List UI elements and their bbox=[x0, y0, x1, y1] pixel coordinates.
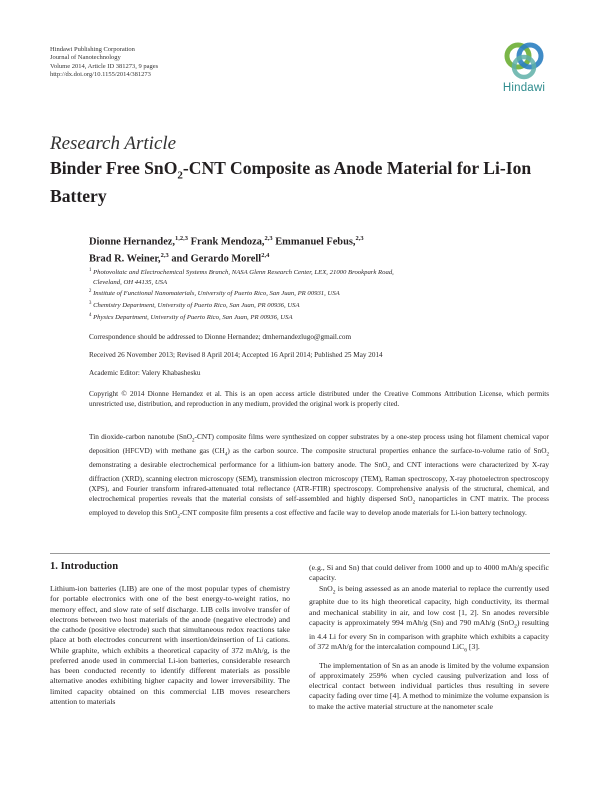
affiliation-number: 4 bbox=[89, 313, 92, 319]
academic-editor: Academic Editor: Valery Khabashesku bbox=[89, 369, 201, 377]
section-heading: 1. Introduction bbox=[50, 561, 119, 572]
author-affil-sup: 1,2,3 bbox=[175, 235, 189, 242]
paragraph-text: is being assessed as an anode material to replace the currently used graphite due to its high theoretical capacity, high conductivity, its thermal and mechanical stability in air, and low cost [1, 2]. Sn anodes reversible capacity is approximately 994 mAh/g (Sn) and 790 mAh/g (SnO bbox=[309, 583, 549, 627]
subscript: 2 bbox=[332, 589, 336, 596]
body-column-right bbox=[309, 563, 549, 712]
affiliation bbox=[89, 311, 549, 323]
body-column-left bbox=[50, 584, 290, 707]
abstract bbox=[89, 432, 549, 522]
correspondence: Correspondence should be addressed to Dionne Hernandez; dmhernandezlugo@gmail.com bbox=[89, 333, 352, 341]
author: Emmanuel Febus, bbox=[275, 236, 356, 248]
affiliation-number: 2 bbox=[89, 289, 92, 295]
abstract-text: and CNT interactions were characterized by X-ray diffraction (XRD), scanning electron microscopy (SEM), transmission electron microscopy (TEM), Raman spectroscopy, X-ray photoelectron spectroscopy (XPS), and Fourier transform infrared-attenuated total reflectance (ATR-FTIR) spectroscopy. Comprehensive analysis of the structural, chemical, and electrochemical properties reveals that the material consists of self-assembled and highly dispersed SnO bbox=[89, 460, 549, 503]
affiliation bbox=[89, 266, 549, 287]
article-title bbox=[50, 158, 550, 206]
volume-info: Volume 2014, Article ID 381273, 9 pages bbox=[50, 62, 159, 70]
author-list bbox=[89, 232, 549, 267]
affiliation-list bbox=[89, 266, 549, 323]
author-affil-sup: 2,3 bbox=[355, 235, 364, 242]
paragraph bbox=[309, 584, 549, 656]
subscript: 4 bbox=[224, 452, 228, 458]
author: Dionne Hernandez, bbox=[89, 236, 176, 248]
subscript: 2 bbox=[192, 438, 195, 444]
paragraph: (e.g., Si and Sn) that could deliver from 1000 and up to 4000 mAh/g specific capacity. bbox=[309, 563, 549, 583]
paragraph-text: [3]. bbox=[466, 641, 480, 651]
affiliation bbox=[89, 299, 549, 311]
article-type: Research Article bbox=[50, 133, 177, 154]
affiliation-text: Photovoltaic and Electrochemical Systems Branch, NASA Glenn Research Center, LEX, 21000 Brookpark Road, bbox=[93, 269, 394, 277]
author: and Gerardo Morell bbox=[171, 253, 262, 265]
subscript: 2 bbox=[177, 514, 180, 520]
author-affil-sup: 2,3 bbox=[160, 252, 169, 260]
subscript: 2 bbox=[387, 466, 390, 472]
copyright-notice: Copyright © 2014 Dionne Hernandez et al. This is an open access article distributed under the Creative Commons Attribution License, which permits unrestricted use, distribution, and reproduction in any medium, provided the original work is properly cited. bbox=[89, 390, 549, 408]
hindawi-logo-icon bbox=[502, 40, 546, 80]
subscript: 2 bbox=[546, 452, 549, 458]
author-affil-sup: 2,3 bbox=[264, 235, 273, 242]
doi-link[interactable]: http://dx.doi.org/10.1155/2014/381273 bbox=[50, 71, 151, 79]
affiliation-text: Chemistry Department, University of Puerto Rico, San Juan, PR 00936, USA bbox=[93, 302, 300, 310]
subscript: 2 bbox=[514, 623, 517, 630]
affiliation-text: Institute of Functional Nanomaterials, University of Puerto Rico, San Juan, PR 00931, USA bbox=[93, 290, 340, 298]
affiliation bbox=[89, 287, 549, 299]
affiliation-text: Cleveland, OH 44135, USA bbox=[93, 278, 168, 286]
abstract-text: Tin dioxide-carbon nanotube (SnO bbox=[89, 432, 193, 441]
title-subscript: 2 bbox=[177, 169, 183, 182]
abstract-text: ) as the carbon source. The composite structural properties enhance the surface-to-volume ratio of SnO bbox=[227, 446, 547, 456]
publication-dates: Received 26 November 2013; Revised 8 April 2014; Accepted 16 April 2014; Published 25 May 2014 bbox=[89, 351, 383, 359]
journal-header bbox=[50, 46, 158, 80]
abstract-text: -CNT composite film presents a cost effective and facile way to develop anode materials for Li-ion battery technology. bbox=[179, 507, 527, 517]
title-part-2: -CNT Composite as Anode Material for Li-Ion Battery bbox=[50, 158, 532, 206]
abstract-text: demonstrating a desirable electrochemical performance for a lithium-ion battery anode. The SnO bbox=[89, 460, 388, 470]
author: Frank Mendoza, bbox=[190, 236, 265, 248]
author-affil-sup: 2,4 bbox=[261, 252, 270, 260]
paragraph: Lithium-ion batteries (LIB) are one of the most popular types of chemistry for portable electronics with one of the best energy-to-weight ratios, no memory effect, and slow rate of self discharge. LIB cells involve transfer of electrons between two host materials of the anode (negative electrode) and the cathode (positive electrode) such that simultaneous redox reactions take place at both electrodes concurrent with insertion/deinsertion of Li cations. While graphite, which exhibits a theoretical capacity of 372 mAh/g, is the preferred anode used in commercial Li-ion batteries, considerable research has been conducted recently to identify different materials as possible alternative anodes exhibiting higher capacity and lower irreversibility. The limited capacity obtained on this commercial LIB moves researchers attention to materials bbox=[50, 584, 290, 706]
paragraph-text: SnO bbox=[319, 583, 333, 593]
logo-text: Hindawi bbox=[502, 82, 546, 94]
abstract-text: nanoparticles in CNT matrix. The process employed to develop this SnO bbox=[89, 493, 549, 517]
journal-name: Journal of Nanotechnology bbox=[50, 54, 121, 62]
author: Brad R. Weiner, bbox=[89, 253, 161, 265]
subscript: 2 bbox=[412, 500, 416, 506]
subscript: 6 bbox=[464, 647, 467, 654]
paragraph-text: ) resulting in 4.4 Li for every Sn in comparison with graphite which exhibits a capacity of 372 mAh/g for the intercalation compound LiC bbox=[309, 617, 549, 651]
affiliation-text: Physics Department, University of Puerto Rico, San Juan, PR 00936, USA bbox=[93, 314, 293, 322]
section-divider bbox=[50, 553, 550, 554]
affiliation-number: 3 bbox=[89, 301, 92, 307]
title-part-1: Binder Free SnO bbox=[50, 158, 178, 178]
paragraph: The implementation of Sn as an anode is limited by the volume expansion of approximately 259% when cycled causing pulverization and loss of electrical contact between individual particles thus resulting in severe capacity fading over time [4]. A method to minimize the volume expansion is to make the active material structure at the nanometer scale bbox=[309, 660, 549, 711]
publisher: Hindawi Publishing Corporation bbox=[50, 46, 135, 53]
hindawi-logo bbox=[494, 40, 554, 106]
affiliation-number: 1 bbox=[89, 268, 92, 273]
abstract-text: -CNT) composite films were synthesized on copper substrates by a one-step process using hot filament chemical vapor deposition (HFCVD) with methane gas (CH bbox=[89, 432, 549, 456]
